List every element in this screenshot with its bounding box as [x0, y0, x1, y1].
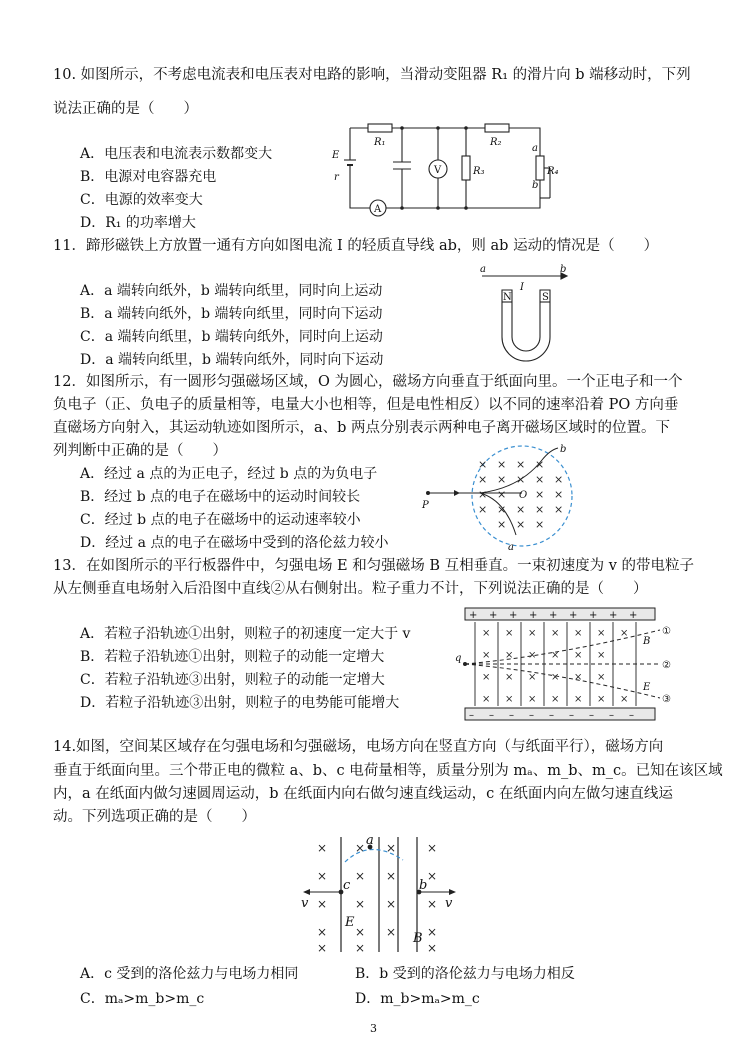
- q13-option-b[interactable]: B．若粒子沿轨迹①出射，则粒子的动能一定增大: [80, 649, 385, 665]
- svg-text:×: ×: [386, 841, 397, 855]
- svg-text:×: ×: [551, 672, 560, 683]
- q11-label-I: I: [520, 282, 524, 293]
- q12-stem-line4: 列判断中正确的是（ ）: [53, 443, 227, 459]
- svg-text:×: ×: [516, 473, 526, 486]
- q14-label-c: c: [343, 878, 351, 893]
- svg-text:+: +: [509, 610, 518, 621]
- q13-stem-line1: 13．在如图所示的平行板器件中，匀强电场 E 和匀强磁场 B 互相垂直。一束初速度为 v 的带电粒子: [53, 558, 695, 574]
- svg-text:×: ×: [554, 473, 564, 486]
- svg-text:×: ×: [317, 941, 328, 955]
- q10-option-b[interactable]: B．电源对电容器充电: [80, 169, 217, 185]
- q14-option-a[interactable]: A．c 受到的洛伦兹力与电场力相同: [80, 966, 299, 982]
- svg-text:×: ×: [574, 672, 583, 683]
- svg-text:×: ×: [478, 458, 488, 471]
- q14-stem-line2: 垂直于纸面向里。三个带正电的微粒 a、b、c 电荷量相等，质量分别为 mₐ、m_b、m_c。已知在该区域: [53, 763, 723, 779]
- svg-text:–: –: [629, 710, 634, 721]
- q10-stem-line2: 说法正确的是（ ）: [53, 101, 198, 117]
- q13-track-3: ③: [662, 694, 671, 705]
- q14-field-diagram: [295, 832, 465, 957]
- svg-text:×: ×: [574, 628, 583, 639]
- svg-text:×: ×: [535, 518, 545, 531]
- svg-text:+: +: [529, 610, 538, 621]
- q11-label-S: S: [542, 292, 549, 303]
- q14-label-B: B: [413, 931, 423, 946]
- q13-label-q: q: [455, 653, 462, 664]
- svg-text:+: +: [609, 610, 618, 621]
- svg-text:×: ×: [427, 841, 438, 855]
- q12-stem-line1: 12．如图所示，有一圆形匀强磁场区域，O 为圆心，磁场方向垂直于纸面向里。一个正电子和一个: [53, 374, 683, 390]
- q10-label-a: a: [532, 143, 538, 154]
- svg-text:×: ×: [317, 925, 328, 939]
- q10-label-r: r: [334, 172, 339, 183]
- svg-text:×: ×: [597, 672, 606, 683]
- q11-stem-line1: 11．蹄形磁铁上方放置一通有方向如图电流 I 的轻质直导线 ab，则 ab 运动的情况是（ ）: [53, 238, 659, 254]
- svg-text:×: ×: [478, 503, 488, 516]
- svg-text:–: –: [569, 710, 574, 721]
- svg-text:×: ×: [386, 925, 397, 939]
- svg-text:×: ×: [482, 694, 491, 705]
- svg-text:×: ×: [516, 458, 526, 471]
- svg-text:×: ×: [482, 650, 491, 661]
- svg-text:×: ×: [497, 518, 507, 531]
- q12-option-c[interactable]: C．经过 b 点的电子在磁场中的运动速率较小: [80, 512, 361, 528]
- q14-stem-line3: 内，a 在纸面内做匀速圆周运动，b 在纸面内向右做匀速直线运动，c 在纸面内向左做匀速直线运: [53, 786, 673, 802]
- svg-text:×: ×: [516, 518, 526, 531]
- q12-stem-line2: 负电子（正、负电子的质量相等，电量大小也相等，但是电性相反）以不同的速率沿着 PO 方向垂: [53, 397, 679, 413]
- svg-text:×: ×: [482, 628, 491, 639]
- q13-option-c[interactable]: C．若粒子沿轨迹③出射，则粒子的动能一定增大: [80, 672, 385, 688]
- q10-label-b: b: [532, 180, 539, 191]
- svg-text:–: –: [529, 710, 534, 721]
- svg-text:+: +: [569, 610, 578, 621]
- q11-label-a: a: [480, 264, 486, 275]
- q12-label-P: P: [422, 500, 429, 511]
- q12-field-diagram: [420, 440, 580, 555]
- svg-text:×: ×: [427, 897, 438, 911]
- q10-option-c[interactable]: C．电源的效率变大: [80, 192, 203, 208]
- q10-option-a[interactable]: A．电压表和电流表示数都变大: [80, 146, 273, 162]
- svg-text:×: ×: [528, 650, 537, 661]
- q10-label-E: E: [332, 150, 340, 161]
- svg-text:×: ×: [528, 694, 537, 705]
- svg-text:+: +: [469, 610, 478, 621]
- svg-text:×: ×: [355, 869, 366, 883]
- q10-voltmeter-label: V: [434, 165, 442, 176]
- svg-text:–: –: [589, 710, 594, 721]
- svg-text:×: ×: [497, 473, 507, 486]
- q12-label-b: b: [560, 444, 567, 455]
- q11-option-c[interactable]: C．a 端转向纸里，b 端转向纸外，同时向上运动: [80, 329, 383, 345]
- svg-text:×: ×: [551, 650, 560, 661]
- svg-text:×: ×: [505, 672, 514, 683]
- svg-text:×: ×: [317, 897, 328, 911]
- q10-stem-line1: 10. 如图所示，不考虑电流表和电压表对电路的影响，当滑动变阻器 R₁ 的滑片向 b 端移动时，下列: [53, 67, 691, 83]
- q13-track-2: ②: [662, 660, 671, 671]
- q14-label-E: E: [345, 915, 355, 930]
- q10-option-d[interactable]: D．R₁ 的功率增大: [80, 215, 196, 231]
- svg-text:×: ×: [355, 941, 366, 955]
- q14-stem-line1: 14.如图，空间某区域存在匀强电场和匀强磁场，电场方向在竖直方向（与纸面平行），磁场方向: [53, 739, 664, 755]
- svg-text:×: ×: [386, 869, 397, 883]
- svg-text:×: ×: [528, 628, 537, 639]
- svg-text:×: ×: [554, 503, 564, 516]
- svg-text:–: –: [509, 710, 514, 721]
- q11-option-a[interactable]: A．a 端转向纸外，b 端转向纸里，同时向上运动: [80, 283, 383, 299]
- svg-text:×: ×: [427, 941, 438, 955]
- q14-option-b[interactable]: B．b 受到的洛伦兹力与电场力相反: [355, 966, 575, 982]
- svg-text:×: ×: [551, 694, 560, 705]
- svg-text:×: ×: [620, 628, 629, 639]
- q12-stem-line3: 直磁场方向射入，其运动轨迹如图所示，a、b 两点分别表示两种电子离开磁场区域时的位置。下: [53, 420, 671, 436]
- svg-text:×: ×: [535, 503, 545, 516]
- svg-text:×: ×: [317, 841, 328, 855]
- svg-text:×: ×: [478, 473, 488, 486]
- q12-label-a: a: [508, 542, 514, 553]
- svg-text:×: ×: [505, 650, 514, 661]
- svg-text:×: ×: [535, 473, 545, 486]
- svg-text:×: ×: [597, 628, 606, 639]
- q14-label-a: a: [366, 833, 374, 848]
- q12-option-b[interactable]: B．经过 b 点的电子在磁场中的运动时间较长: [80, 489, 361, 505]
- svg-text:×: ×: [551, 628, 560, 639]
- svg-text:×: ×: [620, 694, 629, 705]
- svg-text:×: ×: [497, 458, 507, 471]
- svg-text:×: ×: [505, 694, 514, 705]
- svg-text:×: ×: [597, 694, 606, 705]
- q10-label-R4: R₄: [547, 166, 559, 177]
- q11-label-b: b: [560, 264, 567, 275]
- page-number: 3: [370, 1022, 377, 1035]
- svg-text:×: ×: [535, 488, 545, 501]
- svg-text:×: ×: [427, 869, 438, 883]
- q13-track-1: ①: [662, 626, 671, 637]
- q12-option-d[interactable]: D．经过 a 点的电子在磁场中受到的洛伦兹力较小: [80, 535, 389, 551]
- q13-stem-line2: 从左侧垂直电场射入后沿图中直线②从右侧射出。粒子重力不计，下列说法正确的是（ ）: [53, 581, 648, 597]
- q13-plate-diagram: [455, 606, 685, 722]
- q13-label-E: E: [643, 682, 651, 693]
- q10-circuit-diagram: [332, 118, 559, 218]
- svg-text:×: ×: [497, 503, 507, 516]
- svg-text:×: ×: [574, 650, 583, 661]
- svg-text:×: ×: [355, 925, 366, 939]
- q13-label-B: B: [643, 636, 651, 647]
- svg-text:×: ×: [478, 488, 488, 501]
- q10-label-R1: R₁: [374, 137, 386, 148]
- svg-text:×: ×: [528, 672, 537, 683]
- svg-text:–: –: [609, 710, 614, 721]
- svg-text:×: ×: [355, 841, 366, 855]
- svg-text:+: +: [489, 610, 498, 621]
- q14-label-v-right: v: [445, 896, 453, 911]
- q14-stem-line4: 动。下列选项正确的是（ ）: [53, 809, 256, 825]
- svg-text:×: ×: [317, 869, 328, 883]
- svg-text:+: +: [629, 610, 638, 621]
- q14-label-v-left: v: [301, 896, 309, 911]
- q14-option-c[interactable]: C．mₐ>m_b>m_c: [80, 991, 205, 1007]
- q11-magnet-diagram: [472, 262, 582, 370]
- svg-text:×: ×: [535, 458, 545, 471]
- svg-text:×: ×: [482, 672, 491, 683]
- q11-label-N: N: [503, 292, 512, 303]
- svg-text:×: ×: [355, 897, 366, 911]
- svg-text:×: ×: [505, 628, 514, 639]
- svg-text:×: ×: [574, 694, 583, 705]
- svg-text:×: ×: [427, 925, 438, 939]
- svg-text:×: ×: [386, 897, 397, 911]
- q14-option-d[interactable]: D．m_b>mₐ>m_c: [355, 991, 480, 1007]
- svg-text:+: +: [589, 610, 598, 621]
- q11-option-b[interactable]: B．a 端转向纸外，b 端转向纸里，同时向下运动: [80, 306, 383, 322]
- q12-label-O: O: [519, 490, 528, 501]
- q13-option-d[interactable]: D．若粒子沿轨迹③出射，则粒子的电势能可能增大: [80, 695, 400, 711]
- q13-option-a[interactable]: A．若粒子沿轨迹①出射，则粒子的初速度一定大于 v: [80, 626, 411, 642]
- svg-text:–: –: [489, 710, 494, 721]
- q11-option-d[interactable]: D．a 端转向纸里，b 端转向纸外，同时向下运动: [80, 352, 384, 368]
- svg-text:×: ×: [554, 488, 564, 501]
- svg-text:×: ×: [516, 503, 526, 516]
- svg-text:×: ×: [497, 488, 507, 501]
- svg-text:×: ×: [597, 650, 606, 661]
- q10-label-R2: R₂: [490, 137, 502, 148]
- q12-option-a[interactable]: A．经过 a 点的为正电子，经过 b 点的为负电子: [80, 466, 378, 482]
- svg-text:–: –: [469, 710, 474, 721]
- q10-ammeter-label: A: [374, 204, 382, 215]
- svg-text:+: +: [549, 610, 558, 621]
- svg-text:–: –: [549, 710, 554, 721]
- q14-label-b: b: [419, 878, 428, 893]
- q10-label-R3: R₃: [473, 166, 485, 177]
